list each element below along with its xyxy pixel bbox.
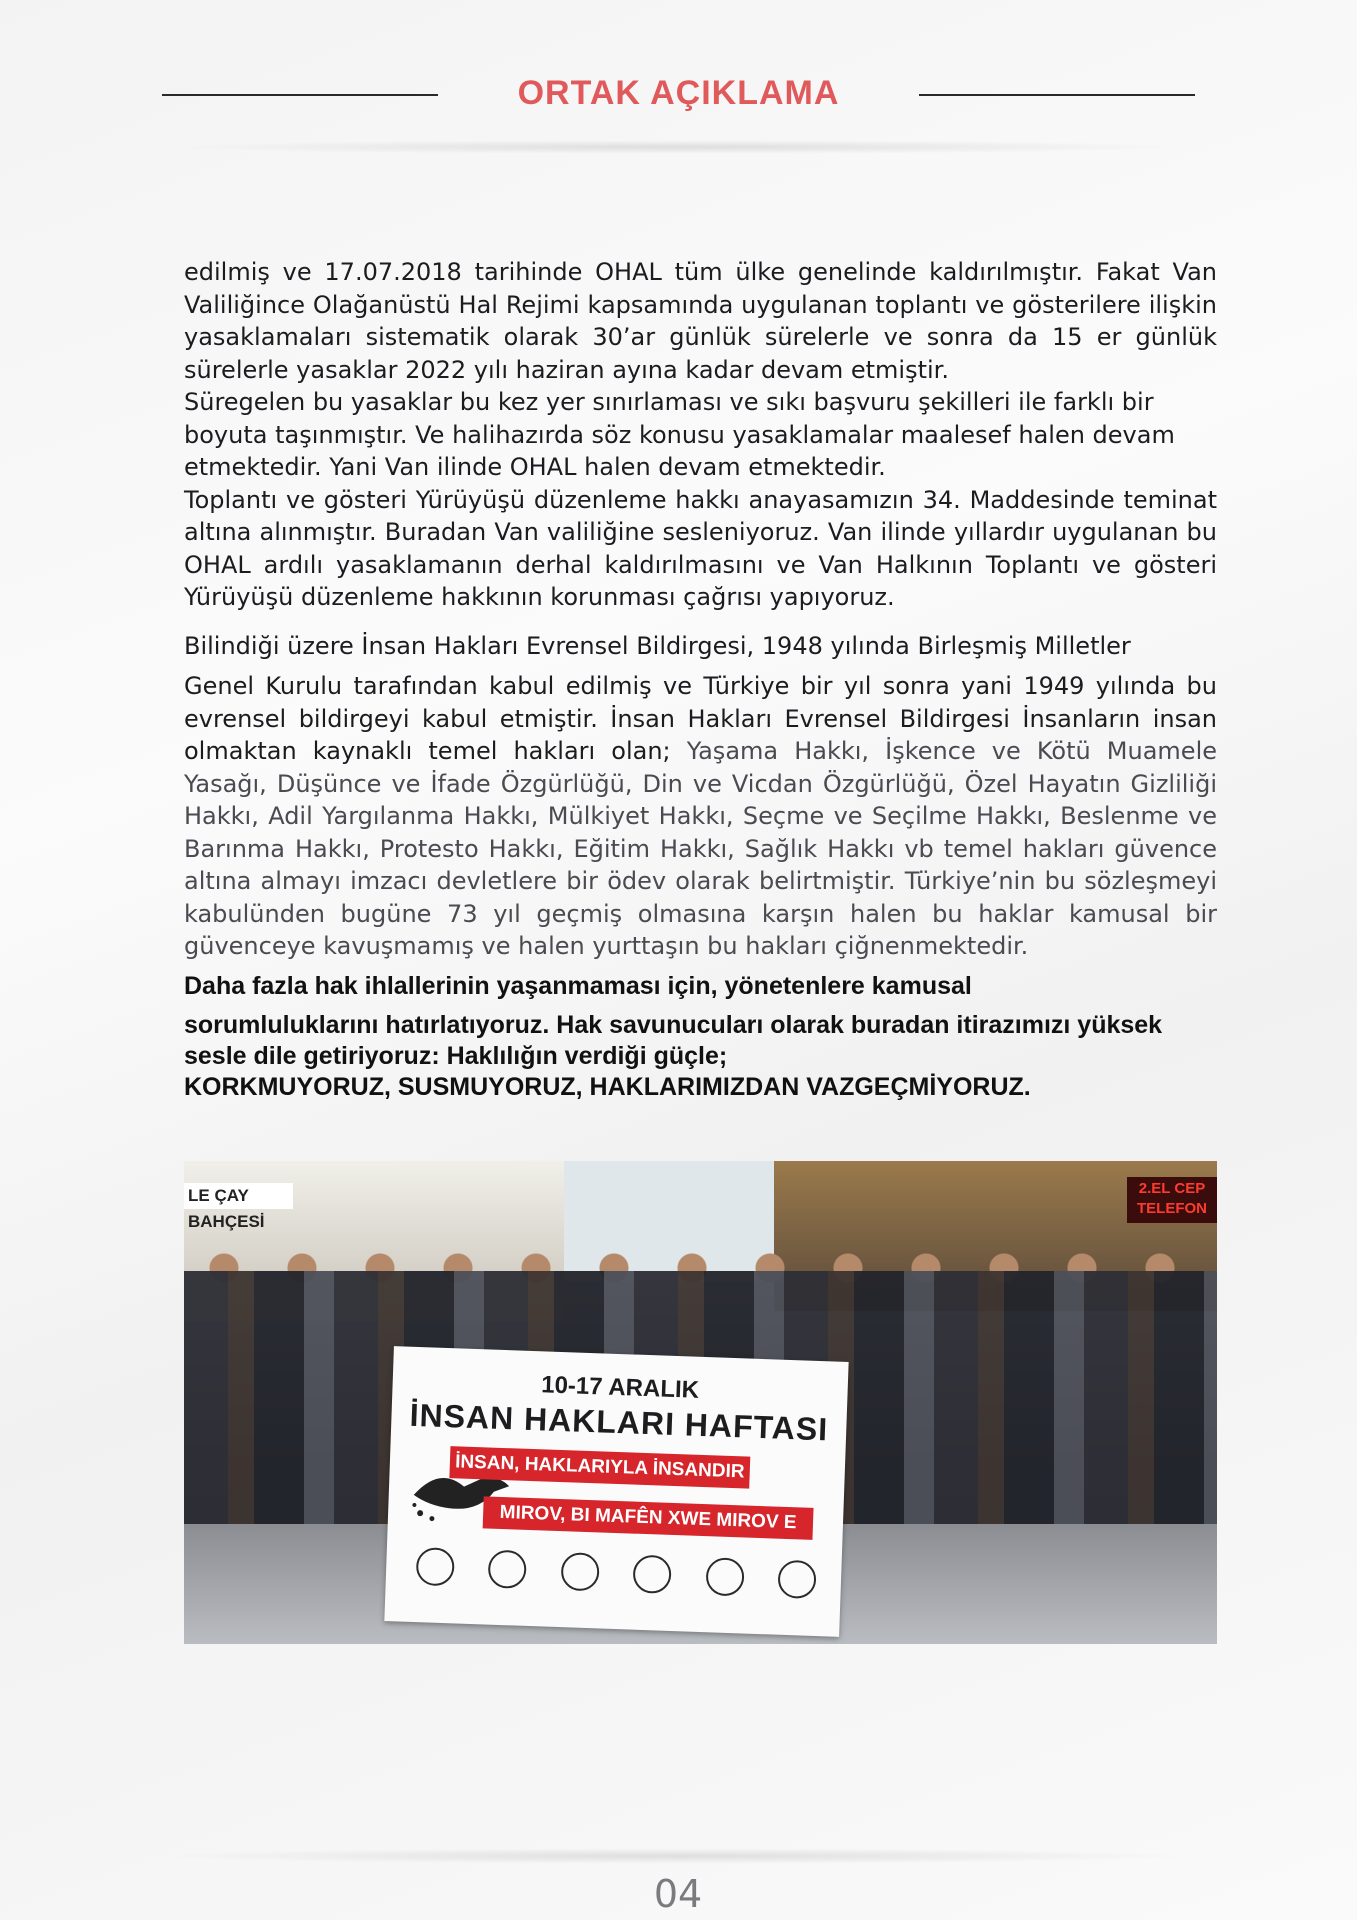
paragraph-bildirge	[184, 670, 1217, 963]
photo-banner	[384, 1346, 848, 1637]
org-logo-icon	[777, 1560, 816, 1599]
banner-logos	[415, 1547, 817, 1611]
org-logo-icon	[488, 1550, 527, 1589]
paragraph-bildirge-rights: Yaşama Hakkı, İşkence ve Kötü Muamele Yasağı, Düşünce ve İfade Özgürlüğü, Din ve Vicdan Özgürlüğü, Özel Hayatın Gizliliği Hakkı, Adil Yargılanma Hakkı, Mülkiyet Hakkı, Seçme ve Seçilme Hakkı, Beslenme ve Barınma Hakkı, Protesto Hakkı, Eğitim Hakkı, Sağlık Hakkı vb temel hakları güvence altına almayı imzacı devletlere bir ödev olarak belirtmiştir. Türkiye’nin bu sözleşmeyi kabulünden bugüne 73 yıl geçmiş olmasına karşın halen bu haklar kamusal bir güvenceye kavuşmamış ve halen yurttaşın bu hakları çiğnenmektedir.	[184, 737, 1218, 960]
photo-shop-sign: LE ÇAY BAHÇESİ	[184, 1183, 293, 1209]
org-logo-icon	[560, 1552, 599, 1591]
header-rule-right	[919, 94, 1195, 96]
photo-red-sign: 2.EL CEP TELEFON	[1127, 1177, 1217, 1223]
paragraph-yasaklar: Süregelen bu yasaklar bu kez yer sınırlaması ve sıkı başvuru şekilleri ile farklı bir boyuta taşınmıştır. Ve halihazırda söz konusu yasaklamalar maalesef halen devam etmektedir. Yani Van ilinde OHAL halen devam etmektedir.	[184, 388, 1175, 481]
org-logo-icon	[416, 1547, 455, 1586]
paragraph-toplanti: Toplantı ve gösteri Yürüyüşü düzenleme hakkı anayasamızın 34. Maddesinde teminat altına alınmıştır. Buradan Van valiliğine sesleniyoruz. Van ilinde yıllardır uygulanan bu OHAL ardılı yasaklamanın derhal kaldırılmasını ve Van Halkının Toplantı ve gösteri Yürüyüşü düzenleme hakkının korunması çağrısı yapıyoruz.	[184, 485, 1217, 611]
bold-slogan: KORKMUYORUZ, SUSMUYORUZ, HAKLARIMIZDAN VAZGEÇMİYORUZ.	[184, 1072, 1031, 1101]
footer-shadow	[160, 1848, 1200, 1864]
org-logo-icon	[705, 1557, 744, 1596]
header-shadow	[160, 140, 1200, 154]
org-logo-icon	[633, 1555, 672, 1594]
banner-title: İNSAN HAKLARI HAFTASI	[409, 1396, 829, 1448]
banner-ribbon-1: İNSAN, HAKLARIYLA İNSANDIR	[449, 1446, 750, 1488]
banner-ribbon-2: MIROV, BI MAFÊN XWE MIROV E	[483, 1496, 814, 1539]
bold-line-2: sorumluluklarını hatırlatıyoruz. Hak savunucuları olarak buradan itirazımızı yüksek sesle dile getiriyoruz: Haklılığın verdiği güçle;	[184, 1010, 1163, 1070]
press-statement-photo	[184, 1161, 1217, 1644]
bold-line-1: Daha fazla hak ihlallerinin yaşanmaması için, yönetenlere kamusal	[184, 971, 972, 1000]
page-number: 04	[653, 1872, 703, 1916]
page-title: ORTAK AÇIKLAMA	[517, 74, 840, 112]
banner-date: 10-17 ARALIK	[540, 1371, 700, 1404]
paragraph-ohal: edilmiş ve 17.07.2018 tarihinde OHAL tüm ülke genelinde kaldırılmıştır. Fakat Van Valiliğince Olağanüstü Hal Rejimi kapsamında uygulanan toplantı ve gösterilere ilişkin yasaklamaları sistematik olarak 30’ar günlük sürelerle ve sonra da 15 er günlük sürelerle yasaklar 2022 yılı haziran ayına kadar devam etmiştir.	[184, 258, 1217, 384]
document-body	[184, 256, 1217, 1103]
paragraph-bildirge-intro: Bilindiği üzere İnsan Hakları Evrensel Bildirgesi, 1948 yılında Birleşmiş Milletler	[184, 631, 1131, 660]
header-rule-left	[162, 94, 438, 96]
paragraph-bildirge-part1: Genel Kurulu tarafından kabul edilmiş ve Türkiye bir yıl sonra yani 1949 yılında bu evrensel bildirgeyi kabul etmiştir. İnsan Hakları Evrensel Bildirgesi İnsanların insan olmaktan kaynaklı temel hakları olan;	[184, 672, 1217, 765]
